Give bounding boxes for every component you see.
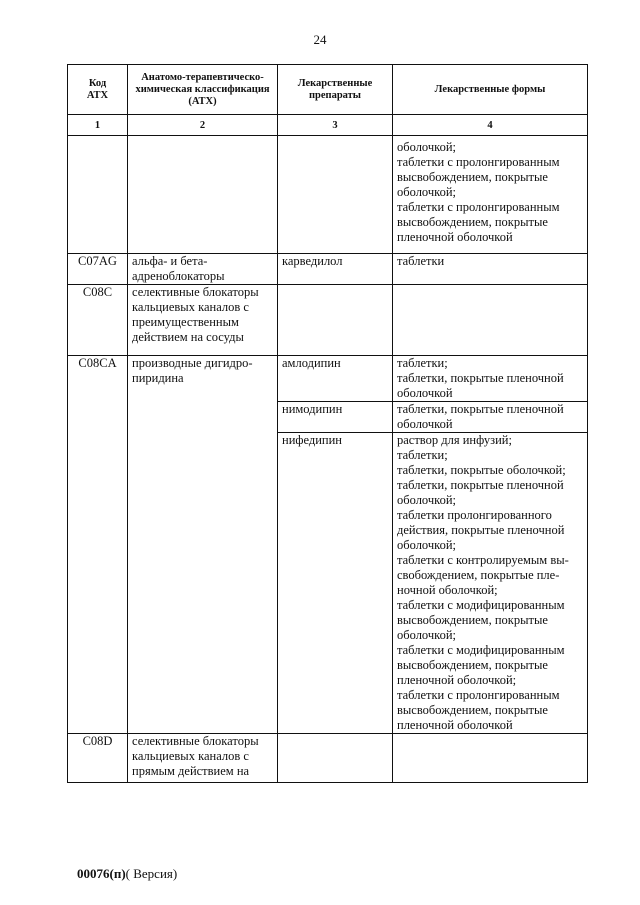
header-dosage-forms: Лекарственные формы: [393, 65, 588, 115]
atx-code-cell: [68, 136, 128, 254]
drug-cell: нифедипин: [278, 433, 393, 734]
column-number: 4: [393, 115, 588, 136]
drug-cell: [278, 734, 393, 783]
document-footer: [77, 866, 177, 882]
document-code: 00076(п): [77, 866, 126, 881]
table-row-c08c: [68, 285, 588, 356]
drug-cell: амлодипин: [278, 356, 393, 402]
classification-cell: селективные блокаторы кальциевых каналов с преимущественным действием на сосуды: [128, 285, 278, 356]
atx-code-cell: C08CA: [68, 356, 128, 734]
table-row-c08d: [68, 734, 588, 783]
header-row: [68, 65, 588, 115]
header-atx-code: Код АТХ: [68, 65, 128, 115]
header-atx-classification: Анатомо-терапевтическо- химическая классификация (АТХ): [128, 65, 278, 115]
dosage-forms-cell: оболочкой; таблетки с пролонгированным высвобождением, покрытые оболочкой; таблетки с пролонгированным высвобождением, покрытые пленочной оболочкой: [393, 136, 588, 254]
table-row-c08ca-amlodipine: [68, 356, 588, 402]
version-label: ( Версия): [125, 866, 178, 881]
table-row-continued: [68, 136, 588, 254]
dosage-forms-cell: [393, 285, 588, 356]
dosage-forms-cell: таблетки; таблетки, покрытые пленочной оболочкой: [393, 356, 588, 402]
atx-table: [67, 64, 588, 783]
classification-cell: производные дигидро- пиридина: [128, 356, 278, 734]
atx-code-cell: C07AG: [68, 254, 128, 285]
drug-cell: карведилол: [278, 254, 393, 285]
drug-cell: [278, 136, 393, 254]
column-number: 3: [278, 115, 393, 136]
table-row-c07ag: [68, 254, 588, 285]
classification-cell: альфа- и бета- адреноблокаторы: [128, 254, 278, 285]
dosage-forms-cell: таблетки: [393, 254, 588, 285]
column-number-row: [68, 115, 588, 136]
dosage-forms-cell: таблетки, покрытые пленочной оболочкой: [393, 402, 588, 433]
drug-cell: [278, 285, 393, 356]
column-number: 1: [68, 115, 128, 136]
header-drugs: Лекарственные препараты: [278, 65, 393, 115]
classification-cell: селективные блокаторы кальциевых каналов с прямым действием на: [128, 734, 278, 783]
column-number: 2: [128, 115, 278, 136]
drug-cell: нимодипин: [278, 402, 393, 433]
dosage-forms-cell: [393, 734, 588, 783]
dosage-forms-cell: раствор для инфузий; таблетки; таблетки, покрытые оболочкой; таблетки, покрытые пленочной оболочкой; таблетки пролонгированного действия, покрытые пленочной оболочкой; таблетки с контролируемым вы- свобождением, покрытые пле- ночной оболочкой; таблетки с модифицированным высвобождением, покрытые оболочкой; таблетки с модифицированным высвобождением, покрытые пленочной оболочкой; таблетки с пролонгированным высвобождением, покрытые пленочной оболочкой: [393, 433, 588, 734]
atx-code-cell: C08C: [68, 285, 128, 356]
atx-code-cell: C08D: [68, 734, 128, 783]
classification-cell: [128, 136, 278, 254]
page-number: 24: [313, 32, 327, 47]
